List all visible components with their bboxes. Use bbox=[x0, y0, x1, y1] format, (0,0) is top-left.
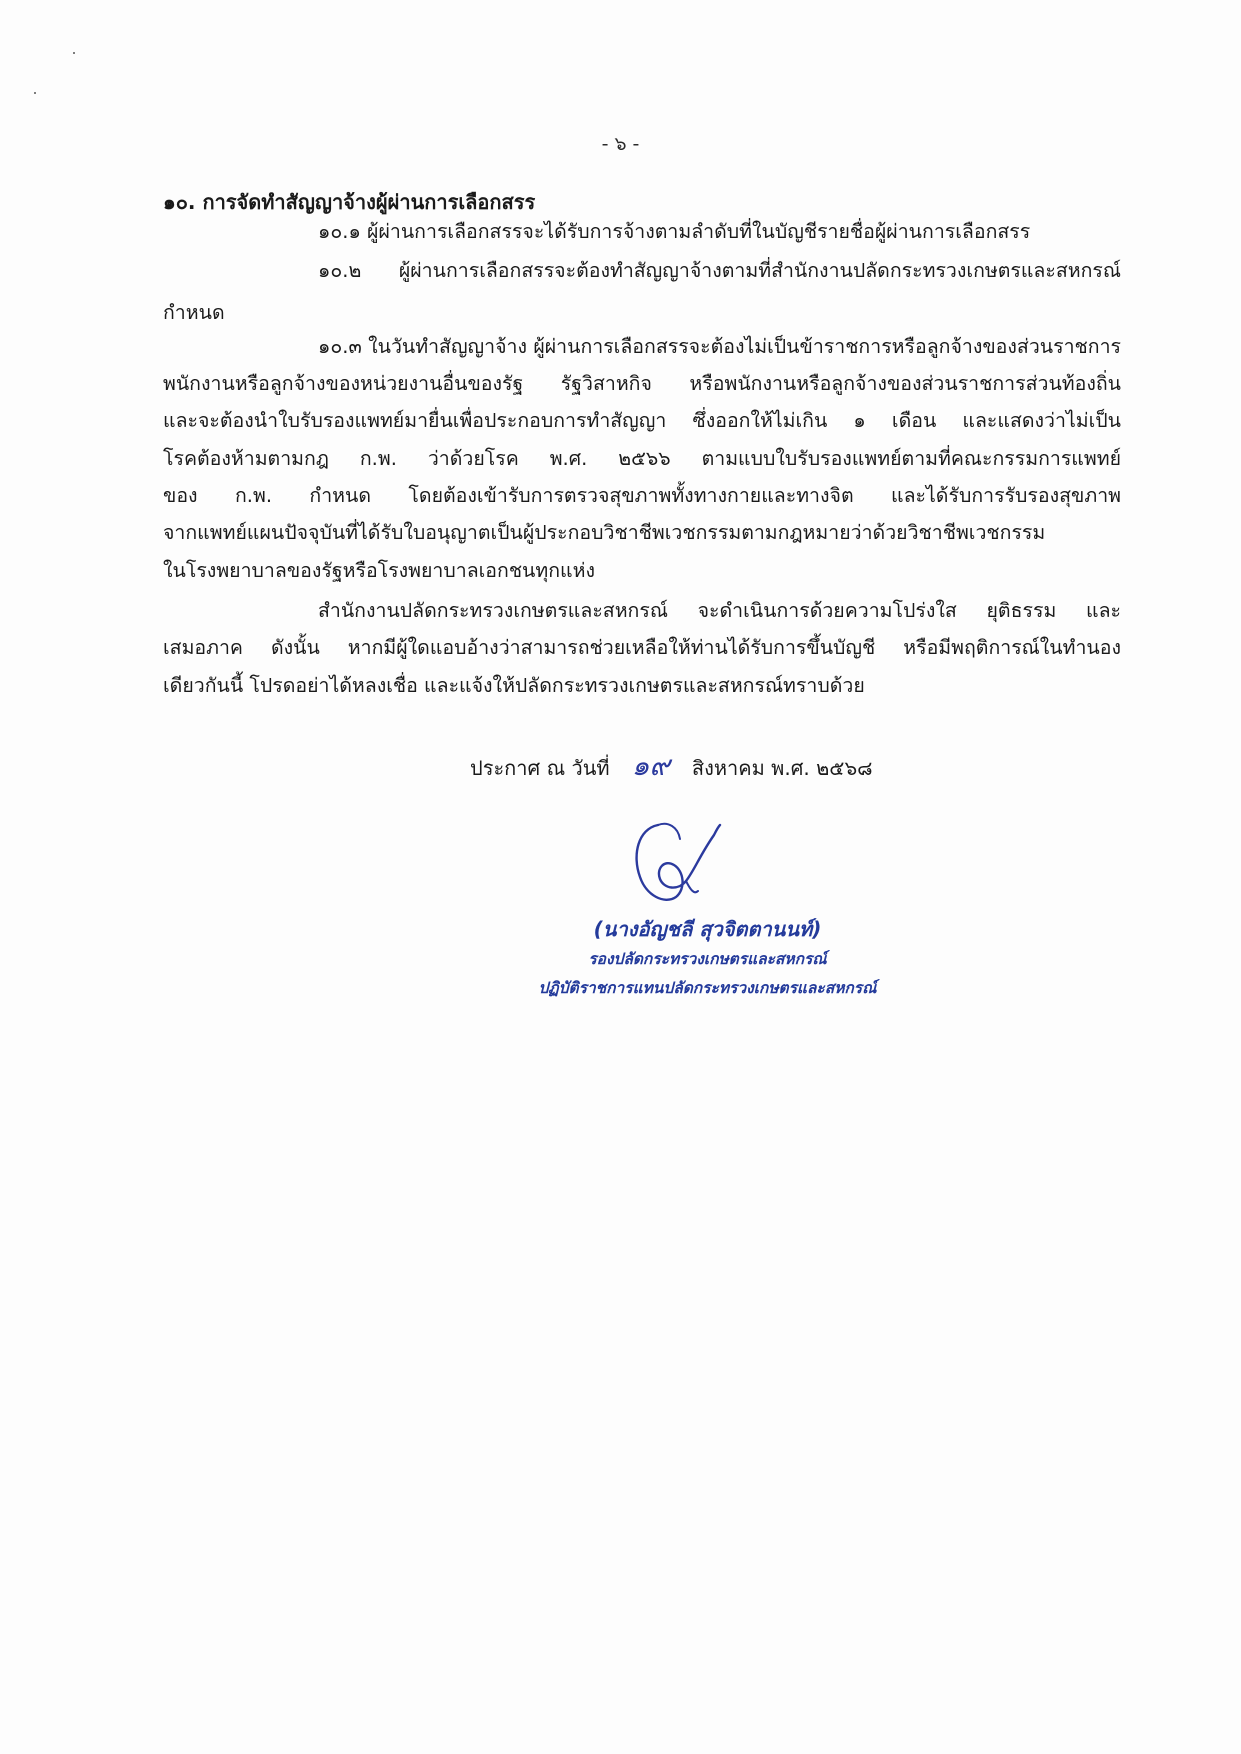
handwritten-signature bbox=[628, 815, 728, 911]
announcement-date bbox=[470, 744, 873, 788]
transparency-paragraph-line: เดียวกันนี้ โปรดอย่าได้หลงเชื่อ และแจ้งให้ปลัดกระทรวงเกษตรและสหกรณ์ทราบด้วย bbox=[163, 674, 865, 697]
transparency-paragraph-line: เสมอภาค ดังนั้น หากมีผู้ใดแอบอ้างว่าสามารถช่วยเหลือให้ท่านได้รับการขึ้นบัญชี หรือมีพฤติการณ์ในทำนอง bbox=[163, 636, 1121, 659]
scan-speck bbox=[73, 52, 75, 54]
clause-10-3-line: ๑๐.๓ ในวันทำสัญญาจ้าง ผู้ผ่านการเลือกสรรจะต้องไม่เป็นข้าราชการหรือลูกจ้างของส่วนราชการ bbox=[318, 335, 1121, 358]
scan-speck bbox=[34, 92, 36, 94]
clause-10-2-line: ๑๐.๒ ผู้ผ่านการเลือกสรรจะต้องทำสัญญาจ้างตามที่สำนักงานปลัดกระทรวงเกษตรและสหกรณ์ bbox=[318, 259, 1121, 282]
handwritten-day: ๑๙ bbox=[631, 749, 670, 782]
clause-10-3-line: ในโรงพยาบาลของรัฐหรือโรงพยาบาลเอกชนทุกแห่ง bbox=[163, 559, 595, 582]
transparency-paragraph-line: สำนักงานปลัดกระทรวงเกษตรและสหกรณ์ จะดำเนินการด้วยความโปร่งใส ยุติธรรม และ bbox=[318, 599, 1121, 622]
clause-10-3-line: และจะต้องนำใบรับรองแพทย์มายื่นเพื่อประกอบการทำสัญญา ซึ่งออกให้ไม่เกิน ๑ เดือน และแสดงว่าไม่เป็น bbox=[163, 409, 1121, 432]
signatory-title: รองปลัดกระทรวงเกษตรและสหกรณ์ bbox=[588, 950, 827, 968]
announcement-prefix: ประกาศ ณ วันที่ bbox=[470, 756, 610, 780]
signatory-name: (นางอัญชลี สุวจิตตานนท์) bbox=[593, 917, 822, 941]
signatory-acting-title: ปฏิบัติราชการแทนปลัดกระทรวงเกษตรและสหกรณ์ bbox=[538, 979, 877, 997]
clause-10-1: ๑๐.๑ ผู้ผ่านการเลือกสรรจะได้รับการจ้างตามลำดับที่ในบัญชีรายชื่อผู้ผ่านการเลือกสรร bbox=[318, 220, 1031, 243]
clause-10-2-line: กำหนด bbox=[163, 301, 225, 324]
clause-10-3-line: จากแพทย์แผนปัจจุบันที่ได้รับใบอนุญาตเป็นผู้ประกอบวิชาชีพเวชกรรมตามกฎหมายว่าด้วยวิชาชีพเวชกรรม bbox=[163, 521, 1046, 544]
clause-10-3-line: พนักงานหรือลูกจ้างของหน่วยงานอื่นของรัฐ รัฐวิสาหกิจ หรือพนักงานหรือลูกจ้างของส่วนราชการส่วนท้องถิ่น bbox=[163, 372, 1121, 395]
announcement-month-year: สิงหาคม พ.ศ. ๒๕๖๘ bbox=[691, 756, 873, 780]
page-number: - ๖ - bbox=[601, 133, 640, 155]
section-heading: ๑๐. การจัดทำสัญญาจ้างผู้ผ่านการเลือกสรร bbox=[163, 190, 536, 214]
clause-10-3-line: โรคต้องห้ามตามกฎ ก.พ. ว่าด้วยโรค พ.ศ. ๒๕๖๖ ตามแบบใบรับรองแพทย์ตามที่คณะกรรมการแพทย์ bbox=[163, 447, 1121, 470]
clause-10-3-line: ของ ก.พ. กำหนด โดยต้องเข้ารับการตรวจสุขภาพทั้งทางกายและทางจิต และได้รับการรับรองสุขภาพ bbox=[163, 484, 1121, 507]
